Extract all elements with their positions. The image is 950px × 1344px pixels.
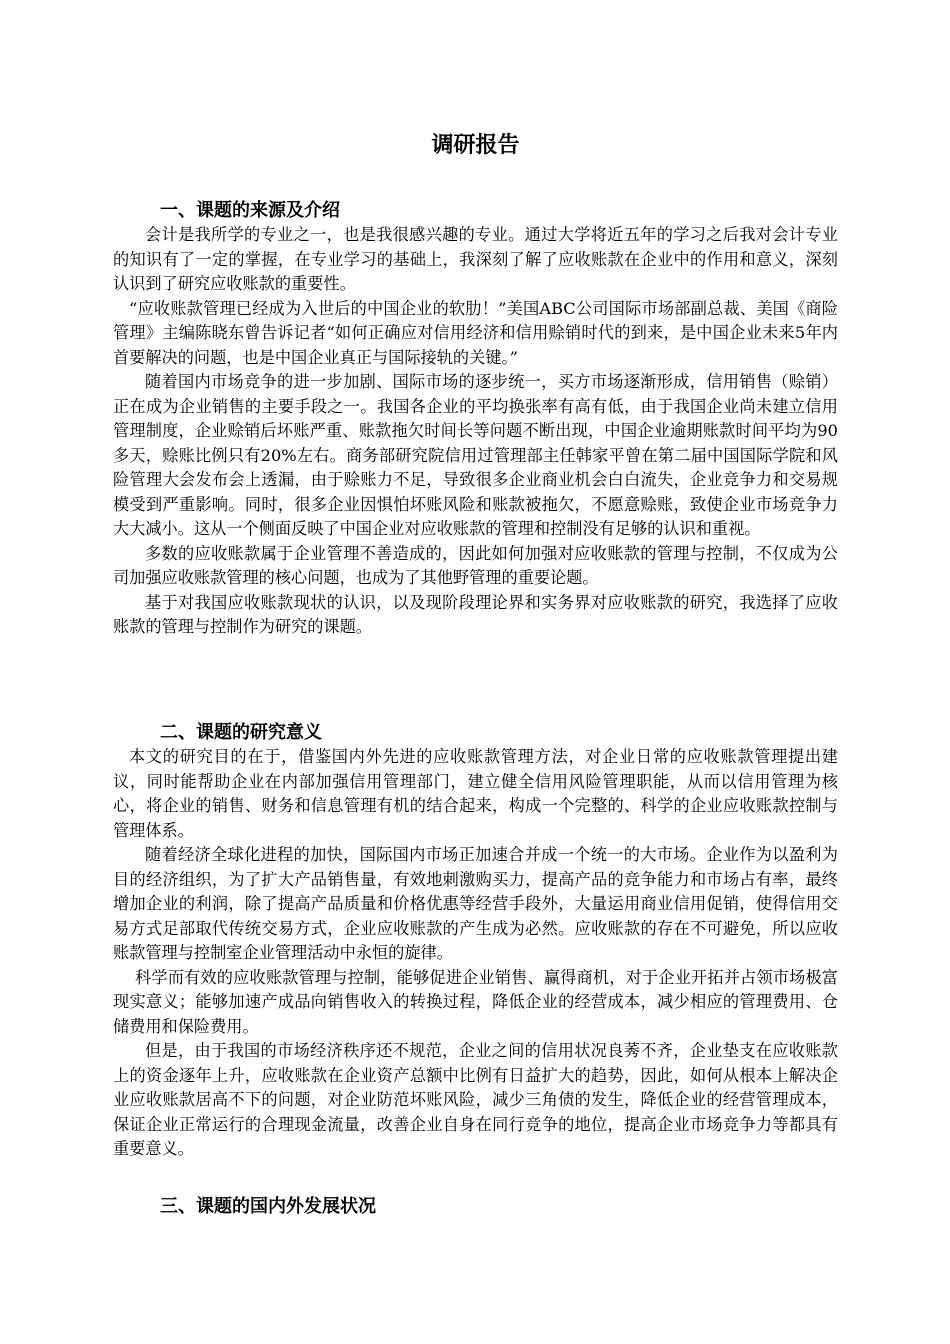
- paragraph: 科学而有效的应收账款管理与控制，能够促进企业销售、赢得商机，对于企业开拓并占领市场极富现实意义；能够加速产成品向销售收入的转换过程，降低企业的经营成本，减少相应的管理费用、仓储费用和保险费用。: [113, 967, 838, 1036]
- paragraph: 基于对我国应收账款现状的认识，以及现阶段理论界和实务界对应收账款的研究，我选择了应收账款的管理与控制作为研究的课题。: [113, 592, 838, 636]
- section-1: [113, 200, 838, 640]
- section-heading: 二、课题的研究意义: [160, 722, 322, 743]
- paragraph: “应收账款管理已经成为入世后的中国企业的软肋！”美国ABC公司国际市场部副总裁、美国《商险管理》主编陈晓东曾告诉记者“如何正确应对信用经济和信用赊销时代的到来，是中国企业未来5年内首要解决的问题，也是中国企业真正与国际接轨的关键。”: [113, 298, 838, 367]
- section-heading: 三、课题的国内外发展状况: [160, 1196, 376, 1217]
- paragraph: 会计是我所学的专业之一，也是我很感兴趣的专业。通过大学将近五年的学习之后我对会计专业的知识有了一定的掌握，在专业学习的基础上，我深刻了解了应收账款在企业中的作用和意义，深刻认识到了研究应收账款的重要性。: [113, 225, 838, 293]
- section-heading: 一、课题的来源及介绍: [160, 200, 340, 221]
- paragraph: 但是，由于我国的市场经济秩序还不规范，企业之间的信用状况良莠不齐，企业垫支在应收账款上的资金逐年上升，应收账款在企业资产总额中比例有日益扩大的趋势，因此，如何从根本上解决企业应收账款居高不下的问题，对企业防范坏账风险，减少三角债的发生，降低企业的经营管理成本，保证企业正常运行的合理现金流量，改善企业自身在同行竞争的地位，提高企业市场竞争力等都具有重要意义。: [113, 1041, 838, 1158]
- document-title: 调研报告: [431, 133, 520, 158]
- paragraph: 随着经济全球化进程的加快，国际国内市场正加速合并成一个统一的大市场。企业作为以盈利为目的经济组织，为了扩大产品销售量，有效地刺激购买力，提高产品的竞争能力和市场占有率，最终增加企业的利润，除了提高产品质量和价格优惠等经营手段外，大量运用商业信用促销，使得信用交易方式足部取代传统交易方式，企业应收账款的产生成为必然。应收账款的存在不可避免，所以应收账款管理与控制室企业管理活动中永恒的旋律。: [113, 845, 838, 962]
- paragraph: 随着国内市场竞争的进一步加剧、国际市场的逐步统一，买方市场逐渐形成，信用销售（赊销）正在成为企业销售的主要手段之一。我国各企业的平均换张率有高有低，由于我国企业尚未建立信用管理制度，企业赊销后坏账严重、账款拖欠时间长等问题不断出现，中国企业逾期账款时间平均为90多天，赊账比例只有20%左右。商务部研究院信用过管理部主任韩家平曾在第二届中国国际学院和风险管理大会发布会上透漏，由于赊账力不足，导致很多企业商业机会白白流失，企业竞争力和交易规模受到严重影响。同时，很多企业因惧怕坏账风险和账款被拖欠，不愿意赊账，致使企业市场竞争力大大减小。这从一个侧面反映了中国企业对应收账款的管理和控制没有足够的认识和重视。: [113, 372, 838, 538]
- paragraph: 多数的应收账款属于企业管理不善造成的，因此如何加强对应收账款的管理与控制，不仅成为公司加强应收账款管理的核心问题，也成为了其他野管理的重要论题。: [113, 543, 838, 587]
- paragraph: 本文的研究目的在于，借鉴国内外先进的应收账款管理方法，对企业日常的应收账款管理提出建议，同时能帮助企业在内部加强信用管理部门，建立健全信用风险管理职能，从而以信用管理为核心，将企业的销售、财务和信息管理有机的结合起来，构成一个完整的、科学的企业应收账款控制与管理体系。: [113, 747, 838, 840]
- section-3: [113, 1196, 838, 1218]
- section-2: [113, 722, 838, 1162]
